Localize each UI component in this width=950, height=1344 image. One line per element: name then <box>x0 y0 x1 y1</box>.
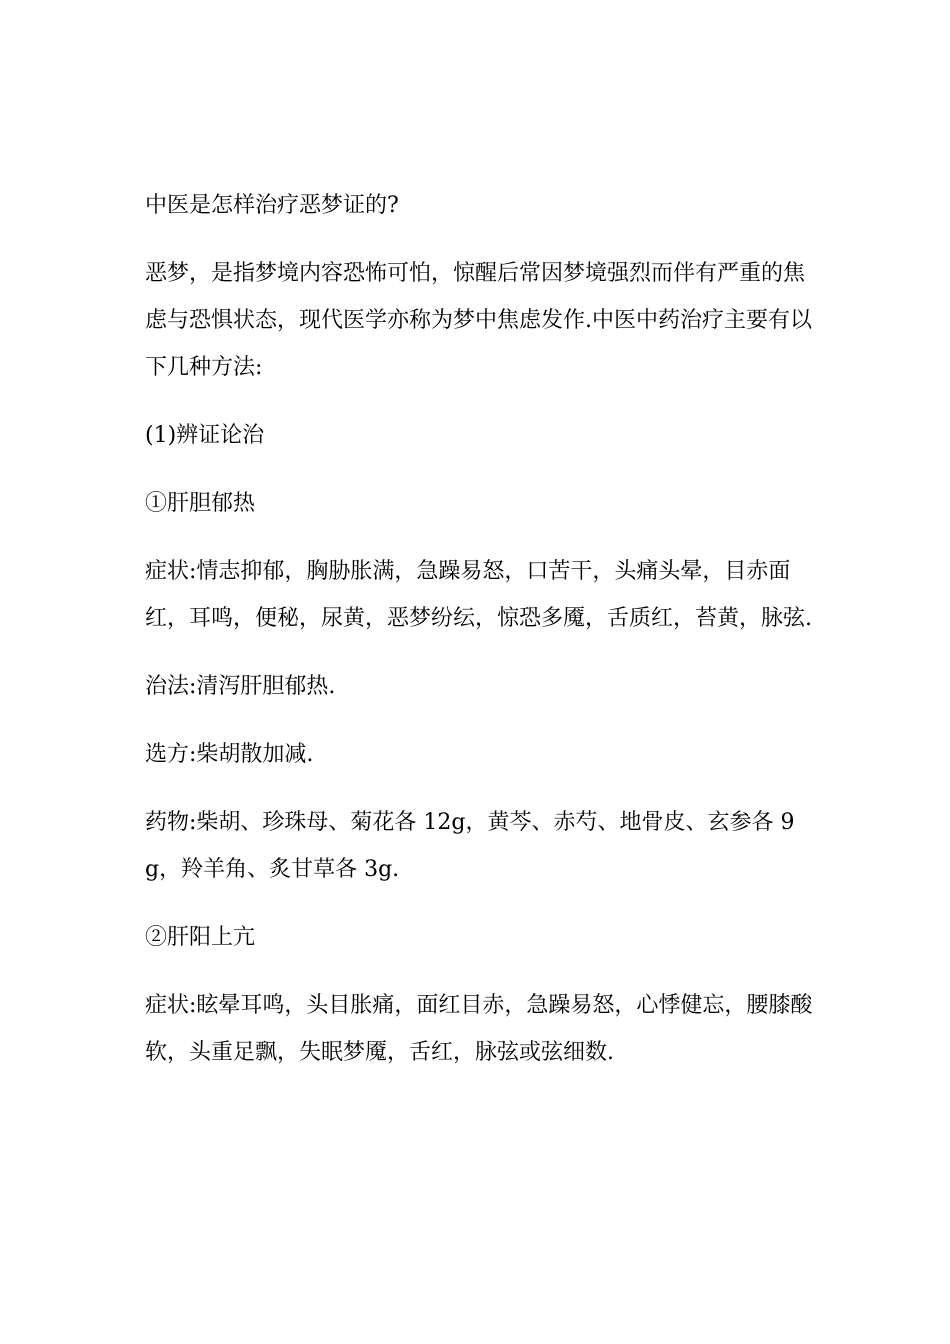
symptoms-paragraph-1: 症状:情志抑郁，胸胁胀满，急躁易怒，口苦干，头痛头晕，目赤面红，耳鸣，便秘，尿黄，恶梦纷纭，惊恐多魇，舌质红，苔黄，脉弦. <box>145 559 812 631</box>
prescription-paragraph: 选方:柴胡散加减. <box>145 742 314 767</box>
section-heading-differentiation: (1)辨证论治 <box>145 423 265 448</box>
treatment-method-paragraph: 治法:清泻肝胆郁热. <box>145 674 336 699</box>
subheading-liver-gallbladder-heat: ①肝胆郁热 <box>145 491 256 516</box>
document-body <box>145 182 813 1097</box>
medicines-paragraph: 药物:柴胡、珍珠母、菊花各 12g，黄芩、赤芍、地骨皮、玄参各 9g，羚羊角、炙甘草各 3g. <box>145 810 795 882</box>
symptoms-paragraph-2: 症状:眩晕耳鸣，头目胀痛，面红目赤，急躁易怒，心悸健忘，腰膝酸软，头重足飘，失眠梦魇，舌红，脉弦或弦细数. <box>145 993 813 1065</box>
subheading-liver-yang-hyperactivity: ②肝阳上亢 <box>145 925 256 950</box>
document-title: 中医是怎样治疗恶梦证的? <box>145 193 399 218</box>
intro-paragraph: 恶梦，是指梦境内容恐怖可怕，惊醒后常因梦境强烈而伴有严重的焦虑与恐惧状态，现代医学亦称为梦中焦虑发作.中医中药治疗主要有以下几种方法: <box>145 261 812 380</box>
